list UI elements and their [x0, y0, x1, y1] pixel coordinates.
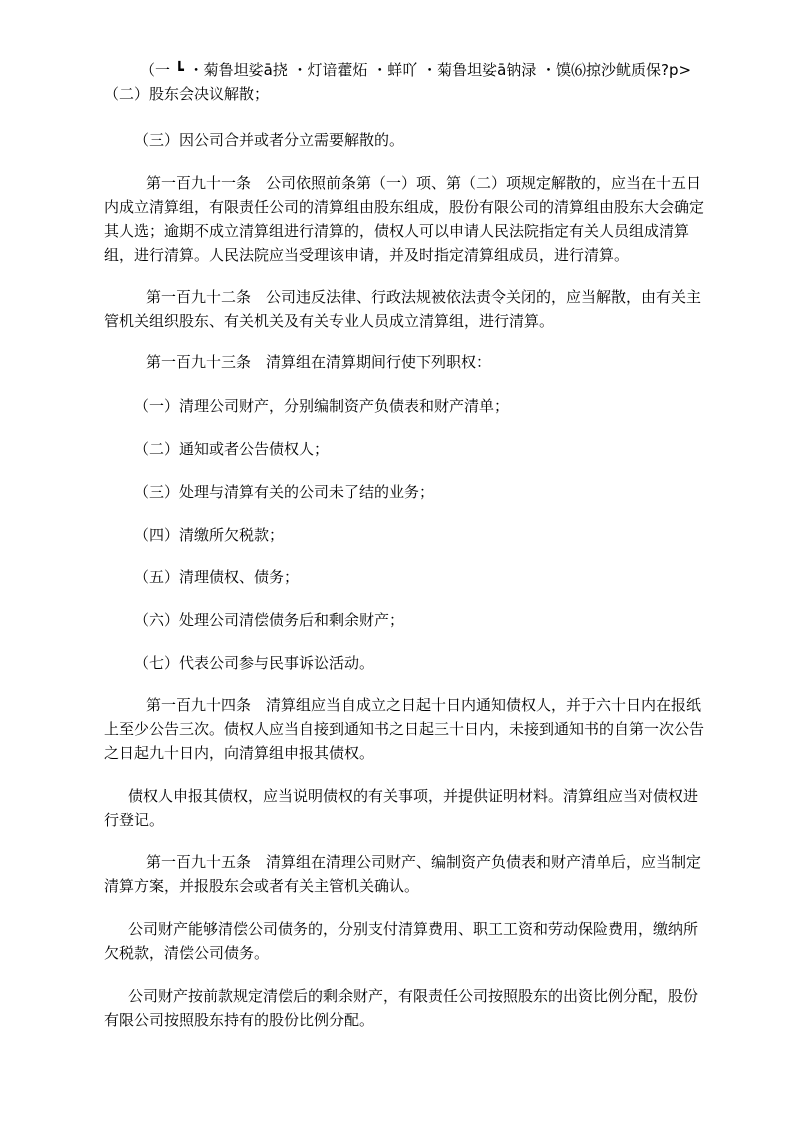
list-item: （七）代表公司参与民事诉讼活动。 — [134, 654, 375, 672]
list-item: （二）通知或者公告债权人； — [134, 440, 330, 458]
paragraph-line: 管机关组织股东、有关机关及有关专业人员成立清算组，进行清算。 — [104, 312, 555, 330]
paragraph-line: 有限公司按照股东持有的股份比例分配。 — [104, 1011, 375, 1029]
paragraph-line: 之日起九十日内，向清算组申报其债权。 — [104, 744, 375, 762]
garbled-line: （一 ┗ ・菊鲁坦娑ā挠 ・灯谙藿炻 ・蛘吖 ・菊鲁坦娑ā钠渌 ・馍⑹掠沙鱿质保?p> — [140, 61, 692, 79]
paragraph-line: 欠税款，清偿公司债务。 — [104, 944, 270, 962]
paragraph-line: 第一百九十四条 清算组应当自成立之日起十日内通知债权人，并于六十日内在报纸 — [146, 696, 702, 714]
list-item: （五）清理债权、债务； — [134, 568, 300, 586]
paragraph-line: 其人选；逾期不成立清算组进行清算的，债权人可以申请人民法院指定有关人员组成清算 — [104, 222, 690, 240]
paragraph-line: 上至少公告三次。债权人应当自接到通知书之日起三十日内，未接到通知书的自第一次公告 — [104, 720, 705, 738]
paragraph-line: 债权人申报其债权，应当说明债权的有关事项，并提供证明材料。清算组应当对债权进 — [128, 787, 699, 805]
item-2-dissolution: （二）股东会决议解散； — [104, 85, 270, 103]
item-3-dissolution: （三）因公司合并或者分立需要解散的。 — [134, 131, 405, 149]
paragraph-line: 公司财产能够清偿公司债务的，分别支付清算费用、职工工资和劳动保险费用，缴纳所 — [128, 920, 699, 938]
paragraph-line: 第一百九十二条 公司违反法律、行政法规被依法责令关闭的，应当解散，由有关主 — [146, 288, 702, 306]
paragraph-line: 第一百九十一条 公司依照前条第（一）项、第（二）项规定解散的，应当在十五日 — [146, 174, 702, 192]
list-item: （一）清理公司财产，分别编制资产负债表和财产清单； — [134, 397, 510, 415]
paragraph-line: 第一百九十五条 清算组在清理公司财产、编制资产负债表和财产清单后，应当制定 — [146, 853, 702, 871]
paragraph-line: 行登记。 — [104, 811, 165, 829]
list-item: （三）处理与清算有关的公司未了结的业务； — [134, 483, 435, 501]
paragraph-line: 内成立清算组，有限责任公司的清算组由股东组成，股份有限公司的清算组由股东大会确定 — [104, 198, 705, 216]
paragraph-line: 清算方案，并报股东会或者有关主管机关确认。 — [104, 877, 420, 895]
list-item: （四）清缴所欠税款； — [134, 526, 285, 544]
article-193: 第一百九十三条 清算组在清算期间行使下列职权： — [146, 353, 492, 371]
paragraph-line: 公司财产按前款规定清偿后的剩余财产，有限责任公司按照股东的出资比例分配，股份 — [128, 987, 699, 1005]
paragraph-line: 组，进行清算。人民法院应当受理该申请，并及时指定清算组成员，进行清算。 — [104, 246, 630, 264]
list-item: （六）处理公司清偿债务后和剩余财产； — [134, 611, 405, 629]
